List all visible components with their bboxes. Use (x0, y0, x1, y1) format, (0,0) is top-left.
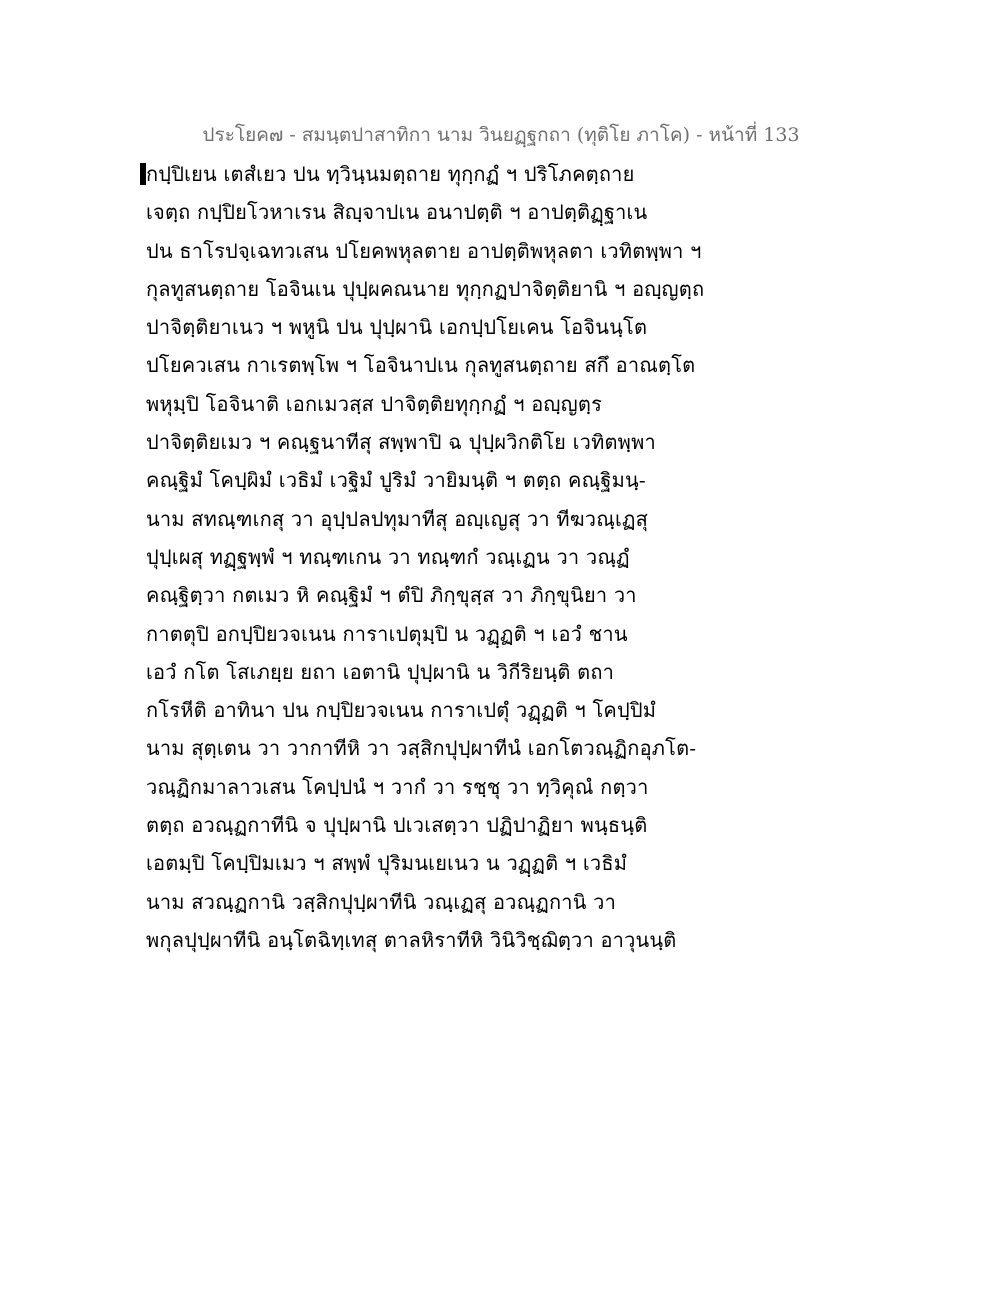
text-line: พกุลปุปฺผาทีนิ อนฺโตฉิทฺเทสุ ตาลหิราทีหิ วินิวิชฺฌิตฺวา อาวุนนฺติ (146, 927, 677, 952)
text-line: ปุปฺเผสุ ทฏฺฐพฺพํ ฯ ทณฺฑเกน วา ทณฺฑกํ วณฺเฏน วา วณฺฏํ (146, 544, 630, 569)
text-line: นาม สทณฺฑเกสุ วา อุปฺปลปทุมาทีสุ อญฺเญสุ วา ทีฆวณฺเฏสุ (146, 506, 649, 531)
text-line: ปาจิตฺติยาเนว ฯ พหูนิ ปน ปุปฺผานิ เอกปฺปโยเคน โอจินนฺโต (146, 315, 648, 340)
text-line: ปน ธาโรปจฺเฉทวเสน ปโยคพหุลตาย อาปตฺติพหุลตา เวทิตพฺพา ฯ (146, 238, 702, 263)
text-line: วณฺฏิกมาลาวเสน โคปฺปนํ ฯ วากํ วา รชฺชุ วา ทฺวิคุณํ กตฺวา (146, 774, 649, 799)
running-title: ประโยค๗ - สมนฺตปาสาทิกา นาม วินยฏฺฐกถา (ทุติโย ภาโค) - หน้าที่ 133 (202, 124, 800, 146)
text-line: คณฺฐิตฺวา กตเมว หิ คณฺฐิมํ ฯ ตํปิ ภิกฺขุสฺส วา ภิกฺขุนิยา วา (146, 583, 637, 608)
text-line: กปฺปิเยน เตสํเยว ปน ทฺวินฺนมตฺถาย ทุกฺกฏํ ฯ ปริโภคตฺถาย (146, 162, 635, 186)
text-line: ปโยควเสน กาเรตพฺโพ ฯ โอจินาปเน กุลทูสนตฺถาย สกึ อาณตฺโต (146, 353, 696, 378)
text-line: นาม สุตฺเตน วา วากาทีหิ วา วสฺสิกปุปฺผาทีนํ เอกโตวณฺฏิกอุภโต- (146, 736, 697, 761)
text-line: ปาจิตฺติยเมว ฯ คณฺฐนาทีสุ สพฺพาปิ ฉ ปุปฺผวิกติโย เวทิตพฺพา (146, 430, 656, 455)
text-line: คณฺฐิมํ โคปฺผิมํ เวธิมํ เวฐิมํ ปูริมํ วายิมนฺติ ฯ ตตฺถ คณฺฐิมนฺ- (146, 468, 646, 493)
text-line: เจตฺถ กปฺปิยโวหาเรน สิญฺจาปเน อนาปตฺติ ฯ อาปตฺติฏฺฐาเน (146, 200, 648, 225)
page-header (0, 122, 1000, 148)
body-text (146, 160, 906, 964)
text-line: กโรหีติ อาทินา ปน กปฺปิยวจเนน การาเปตุํ วฏฺฏติ ฯ โคปฺปิมํ (146, 698, 657, 723)
text-line: กาตตุปิ อกปฺปิยวจเนน การาเปตุมฺปิ น วฏฺฏติ ฯ เอวํ ชาน (146, 621, 628, 646)
text-line: นาม สวณฺฏกานิ วสฺสิกปุปฺผาทีนิ วณฺเฏสุ อวณฺฏกานิ วา (146, 889, 617, 914)
text-line: กุลทูสนตฺถาย โอจินเน ปุปฺผคณนาย ทุกฺกฏปาจิตฺติยานิ ฯ อญฺญตฺถ (146, 276, 705, 301)
text-line: ตตฺถ อวณฺฏกาทีนิ จ ปุปฺผานิ ปเวเสตฺวา ปฏิปาฏิยา พนฺธนฺติ (146, 813, 648, 838)
text-line: เอวํ กโต โสเภยฺย ยถา เอตานิ ปุปฺผานิ น วิกีริยนฺติ ตถา (146, 659, 615, 684)
text-line: เอตมฺปิ โคปฺปิมเมว ฯ สพฺพํ ปุริมนเยเนว น วฏฺฏติ ฯ เวธิมํ (146, 851, 628, 876)
text-line: พหุมฺปิ โอจินาติ เอกเมวสฺส ปาจิตฺติยทุกฺกฏํ ฯ อญฺญตฺร (146, 391, 603, 416)
